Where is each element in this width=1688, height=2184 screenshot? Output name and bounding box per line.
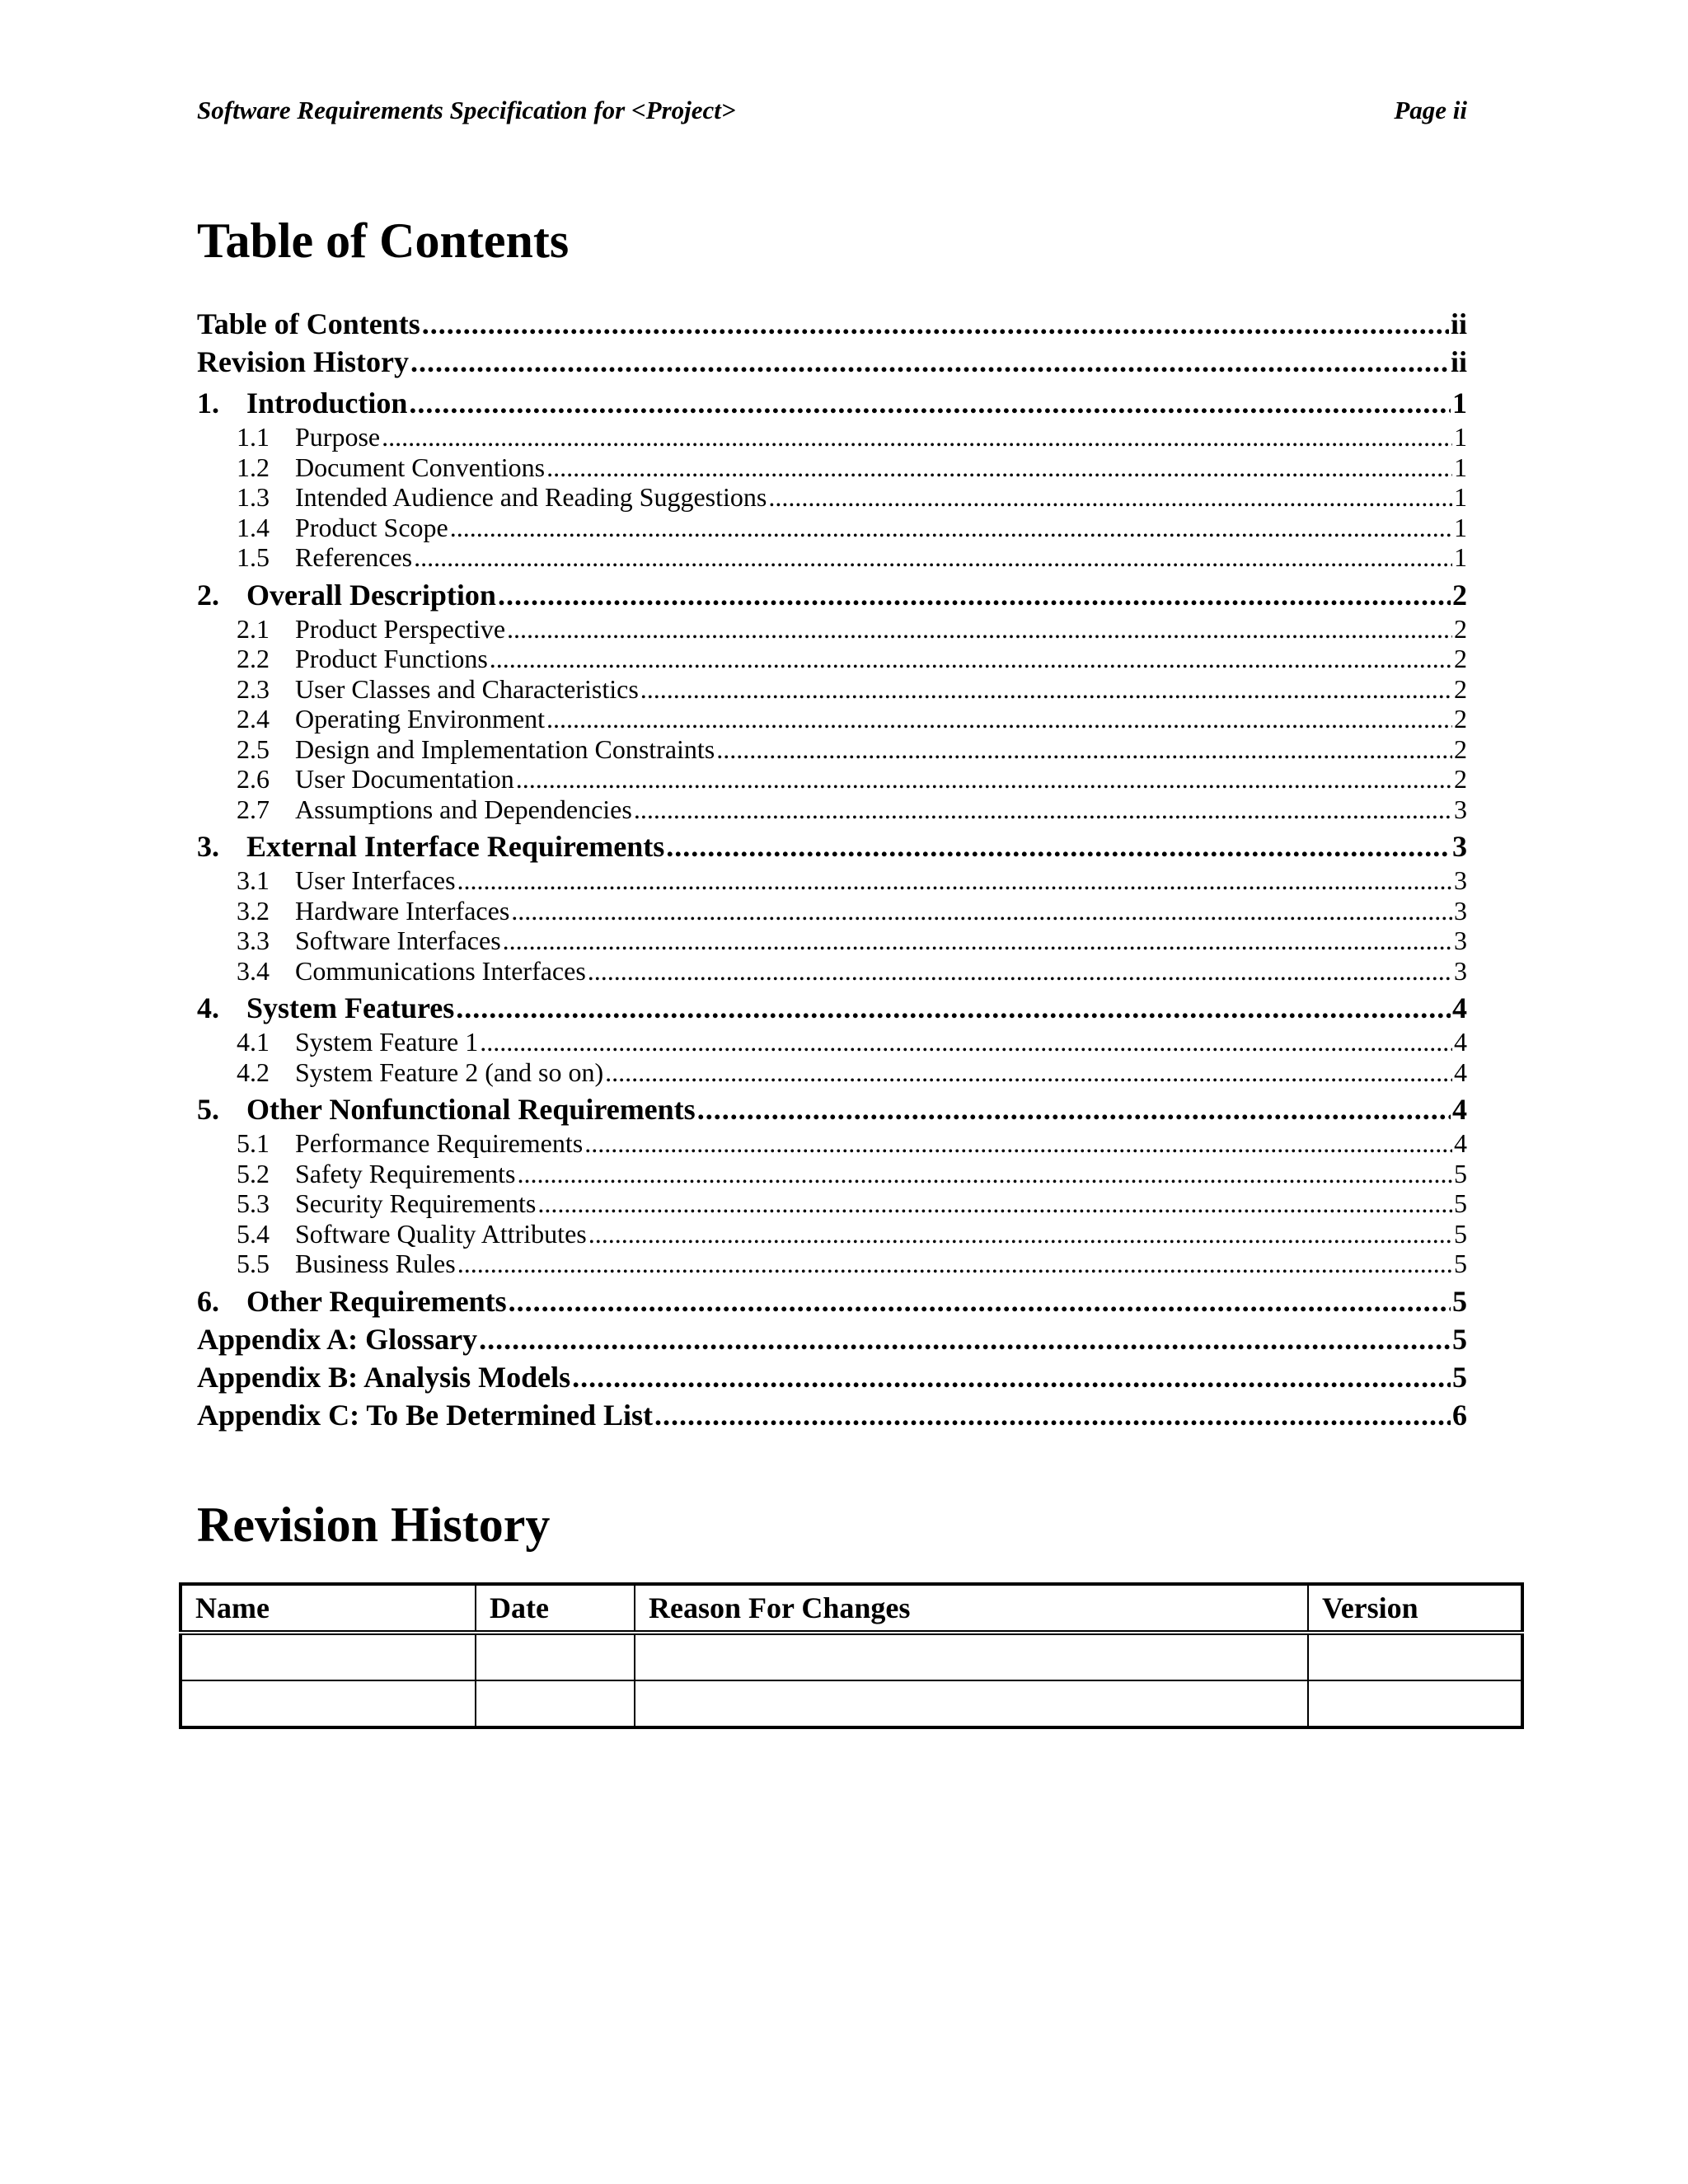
toc-entry-page: 2 <box>1454 613 1467 644</box>
toc-entry[interactable] <box>197 1219 1467 1249</box>
toc-entry-page: 3 <box>1452 830 1467 863</box>
toc-entry-page: 5 <box>1452 1360 1467 1394</box>
toc-entry[interactable] <box>197 452 1467 483</box>
toc-entry-page: 5 <box>1454 1188 1467 1218</box>
toc-entry-title: External Interface Requirements <box>246 830 665 863</box>
toc-dot-leader <box>768 482 1452 513</box>
toc-entry-page: 5 <box>1454 1218 1467 1249</box>
toc-entry-title: Assumptions and Dependencies <box>295 794 632 824</box>
column-header-version: Version <box>1308 1584 1522 1633</box>
toc-entry-title: Overall Description <box>246 578 496 612</box>
toc-entry-page: 1 <box>1454 542 1467 572</box>
toc-entry-title: Software Interfaces <box>295 926 501 955</box>
toc-entry-number: 1.2 <box>237 452 270 482</box>
toc-entry-page: 1 <box>1454 512 1467 542</box>
toc-entry-title: User Interfaces <box>295 865 456 895</box>
toc-entry[interactable] <box>197 305 1467 343</box>
toc-entry-title: Security Requirements <box>295 1188 537 1218</box>
toc-entry-title: Intended Audience and Reading Suggestions <box>295 482 767 512</box>
toc-entry-title: Software Quality Attributes <box>295 1218 587 1249</box>
toc-entry[interactable] <box>197 989 1467 1027</box>
toc-entry-number: 5.4 <box>237 1218 270 1249</box>
toc-entry-number: 5.3 <box>237 1188 270 1218</box>
toc-entry[interactable] <box>197 422 1467 452</box>
toc-entry-number: 1.4 <box>237 512 270 542</box>
toc-entry-title: Document Conventions <box>295 452 546 482</box>
table-cell-name[interactable] <box>181 1633 476 1680</box>
toc-entry-title: Performance Requirements <box>295 1128 584 1158</box>
toc-entry[interactable] <box>197 576 1467 614</box>
toc-dot-leader <box>509 1282 1451 1320</box>
toc-entry[interactable] <box>197 764 1467 794</box>
toc-entry-number: 1.3 <box>237 482 270 512</box>
toc-entry-number: 3.2 <box>237 895 270 926</box>
table-header-row <box>181 1584 1522 1633</box>
toc-entry-page: 5 <box>1452 1322 1467 1356</box>
toc-entry-page: 3 <box>1454 794 1467 824</box>
table-cell-version[interactable] <box>1308 1680 1522 1727</box>
toc-entry-title: System Feature 1 <box>295 1027 479 1057</box>
toc-entry-title: Appendix A: Glossary <box>197 1322 478 1356</box>
toc-heading: Table of Contents <box>197 213 570 268</box>
header-page-number: Page ii <box>1394 96 1467 124</box>
toc-dot-leader <box>666 827 1451 865</box>
toc-entry[interactable] <box>197 513 1467 543</box>
toc-entry-number: 2.1 <box>237 613 270 644</box>
toc-dot-leader <box>410 343 1449 381</box>
toc-entry-number: 6. <box>197 1284 219 1318</box>
toc-entry[interactable] <box>197 827 1467 865</box>
toc-dot-leader <box>414 542 1452 573</box>
toc-entry-page: 3 <box>1454 865 1467 895</box>
toc-dot-leader <box>546 452 1452 483</box>
toc-entry-page: 4 <box>1454 1027 1467 1057</box>
toc-dot-leader <box>517 1159 1452 1189</box>
toc-entry-number: 2.2 <box>237 644 270 673</box>
toc-entry[interactable] <box>197 674 1467 705</box>
toc-entry-title: Hardware Interfaces <box>295 895 510 926</box>
toc-entry-page: 2 <box>1454 644 1467 673</box>
table-cell-reason-for-changes[interactable] <box>635 1680 1308 1727</box>
toc-entry-number: 5.5 <box>237 1249 270 1278</box>
toc-entry-page: 2 <box>1454 704 1467 733</box>
toc-entry-title: Purpose <box>295 422 381 452</box>
table-row <box>181 1633 1522 1680</box>
toc-dot-leader <box>457 1249 1452 1279</box>
column-header-date: Date <box>476 1584 635 1633</box>
toc-entry-number: 1.1 <box>237 422 270 452</box>
toc-dot-leader <box>546 704 1452 734</box>
toc-entry-title: Appendix C: To Be Determined List <box>197 1398 654 1432</box>
toc-entry-page: 1 <box>1452 387 1467 419</box>
toc-entry-title: Design and Implementation Constraints <box>295 733 715 764</box>
toc-dot-leader <box>480 1027 1452 1057</box>
toc-dot-leader <box>572 1358 1451 1396</box>
table-cell-version[interactable] <box>1308 1633 1522 1680</box>
toc-entry-title: System Features <box>246 991 455 1024</box>
toc-entry-title: Business Rules <box>295 1249 456 1278</box>
toc-entry-number: 2. <box>197 578 219 612</box>
toc-entry-page: 2 <box>1454 764 1467 794</box>
toc-entry-number: 5.2 <box>237 1158 270 1188</box>
toc-dot-leader <box>503 926 1452 956</box>
toc-entry[interactable] <box>197 1320 1467 1358</box>
toc-entry[interactable] <box>197 614 1467 644</box>
revision-history-heading: Revision History <box>197 1497 551 1552</box>
toc-entry[interactable] <box>197 794 1467 825</box>
toc-entry-page: 6 <box>1452 1398 1467 1432</box>
column-header-name: Name <box>181 1584 476 1633</box>
toc-entry[interactable] <box>197 343 1467 381</box>
toc-dot-leader <box>507 614 1452 644</box>
toc-entry-page: 4 <box>1454 1057 1467 1087</box>
toc-entry[interactable] <box>197 896 1467 926</box>
toc-entry[interactable] <box>197 1282 1467 1320</box>
toc-entry-number: 2.3 <box>237 673 270 704</box>
toc-entry-number: 5.1 <box>237 1128 270 1158</box>
table-row <box>181 1680 1522 1727</box>
toc-entry-title: Product Scope <box>295 512 448 542</box>
toc-entry[interactable] <box>197 1159 1467 1189</box>
toc-entry-page: 4 <box>1452 991 1467 1024</box>
toc-dot-leader <box>537 1188 1452 1219</box>
toc-entry-number: 2.7 <box>237 794 270 824</box>
toc-entry[interactable] <box>197 1358 1467 1396</box>
header-title: Software Requirements Specification for <Project> <box>197 96 736 124</box>
toc-entry-page: 2 <box>1454 733 1467 764</box>
toc-entry-title: Product Perspective <box>295 613 506 644</box>
toc-entry[interactable] <box>197 704 1467 734</box>
toc-dot-leader <box>450 513 1452 543</box>
toc-dot-leader <box>584 1128 1452 1159</box>
toc-entry-title: Table of Contents <box>197 307 420 340</box>
toc-entry-title: Product Functions <box>295 644 488 673</box>
toc-entry-page: 4 <box>1452 1093 1467 1126</box>
toc-entry[interactable] <box>197 542 1467 573</box>
toc-entry-number: 3.4 <box>237 955 270 986</box>
revision-history-table <box>179 1582 1524 1729</box>
toc-entry-page: 2 <box>1454 673 1467 704</box>
toc-entry-number: 1.5 <box>237 542 270 572</box>
toc-entry[interactable] <box>197 956 1467 987</box>
toc-entry-number: 2.4 <box>237 704 270 733</box>
toc-entry[interactable] <box>197 865 1467 896</box>
toc-entry-page: 5 <box>1452 1284 1467 1318</box>
toc-entry-title: Introduction <box>246 387 408 419</box>
running-header <box>197 96 1467 137</box>
toc-dot-leader <box>382 422 1452 452</box>
toc-entry-number: 4.1 <box>237 1027 270 1057</box>
toc-dot-leader <box>457 865 1452 896</box>
toc-dot-leader <box>456 989 1451 1027</box>
toc-entry[interactable] <box>197 1057 1467 1088</box>
toc-entry-title: Communications Interfaces <box>295 955 586 986</box>
toc-entry[interactable] <box>197 1396 1467 1434</box>
column-header-reason-for-changes: Reason For Changes <box>635 1584 1308 1633</box>
toc-dot-leader <box>588 1219 1452 1249</box>
toc-entry[interactable] <box>197 1027 1467 1057</box>
toc-entry-number: 4. <box>197 991 219 1024</box>
toc-entry-page: 2 <box>1452 578 1467 612</box>
toc-entry[interactable] <box>197 1128 1467 1159</box>
toc-entry-title: Other Requirements <box>246 1284 507 1318</box>
toc-entry-page: ii <box>1450 307 1467 340</box>
table-cell-date[interactable] <box>476 1633 635 1680</box>
toc-entry-page: ii <box>1450 345 1467 378</box>
toc-entry-title: Operating Environment <box>295 704 546 733</box>
toc-entry-title: System Feature 2 (and so on) <box>295 1057 604 1087</box>
toc-dot-leader <box>716 734 1452 765</box>
table-cell-reason-for-changes[interactable] <box>635 1633 1308 1680</box>
toc-entry-title: Appendix B: Analysis Models <box>197 1360 571 1394</box>
toc-dot-leader <box>422 305 1449 343</box>
toc-entry-page: 1 <box>1454 422 1467 452</box>
toc-dot-leader <box>479 1320 1451 1358</box>
toc-dot-leader <box>490 644 1452 674</box>
toc-dot-leader <box>634 794 1452 825</box>
toc-entry[interactable] <box>197 1188 1467 1219</box>
toc-entry-title: Revision History <box>197 345 409 378</box>
toc-entry-title: Safety Requirements <box>295 1158 516 1188</box>
toc-dot-leader <box>654 1396 1451 1434</box>
toc-entry[interactable] <box>197 734 1467 765</box>
table-of-contents <box>197 305 1467 1434</box>
toc-entry[interactable] <box>197 384 1467 422</box>
toc-entry-number: 2.6 <box>237 764 270 794</box>
toc-entry-page: 3 <box>1454 926 1467 955</box>
toc-dot-leader <box>588 956 1452 987</box>
toc-entry-page: 3 <box>1454 955 1467 986</box>
toc-entry-page: 1 <box>1454 482 1467 512</box>
toc-dot-leader <box>697 1090 1451 1128</box>
toc-entry-page: 1 <box>1454 452 1467 482</box>
toc-entry-title: User Classes and Characteristics <box>295 673 639 704</box>
toc-entry[interactable] <box>197 482 1467 513</box>
toc-entry-number: 5. <box>197 1093 219 1126</box>
toc-entry-page: 5 <box>1454 1158 1467 1188</box>
toc-entry-title: References <box>295 542 413 572</box>
toc-entry-page: 3 <box>1454 895 1467 926</box>
toc-entry-title: User Documentation <box>295 764 514 794</box>
toc-entry-page: 4 <box>1454 1128 1467 1158</box>
toc-dot-leader <box>516 764 1452 794</box>
toc-entry[interactable] <box>197 926 1467 956</box>
toc-entry-title: Other Nonfunctional Requirements <box>246 1093 696 1126</box>
toc-dot-leader <box>498 576 1451 614</box>
toc-entry[interactable] <box>197 1249 1467 1279</box>
toc-dot-leader <box>409 384 1451 422</box>
toc-entry-number: 2.5 <box>237 733 270 764</box>
toc-entry-number: 3. <box>197 830 219 863</box>
toc-entry-number: 4.2 <box>237 1057 270 1087</box>
toc-entry[interactable] <box>197 644 1467 674</box>
toc-dot-leader <box>640 674 1452 705</box>
toc-entry-number: 3.1 <box>237 865 270 895</box>
toc-entry-number: 3.3 <box>237 926 270 955</box>
table-cell-name[interactable] <box>181 1680 476 1727</box>
toc-entry[interactable] <box>197 1090 1467 1128</box>
toc-entry-number: 1. <box>197 387 219 419</box>
table-cell-date[interactable] <box>476 1680 635 1727</box>
toc-entry-page: 5 <box>1454 1249 1467 1278</box>
toc-dot-leader <box>605 1057 1452 1088</box>
toc-dot-leader <box>511 896 1452 926</box>
